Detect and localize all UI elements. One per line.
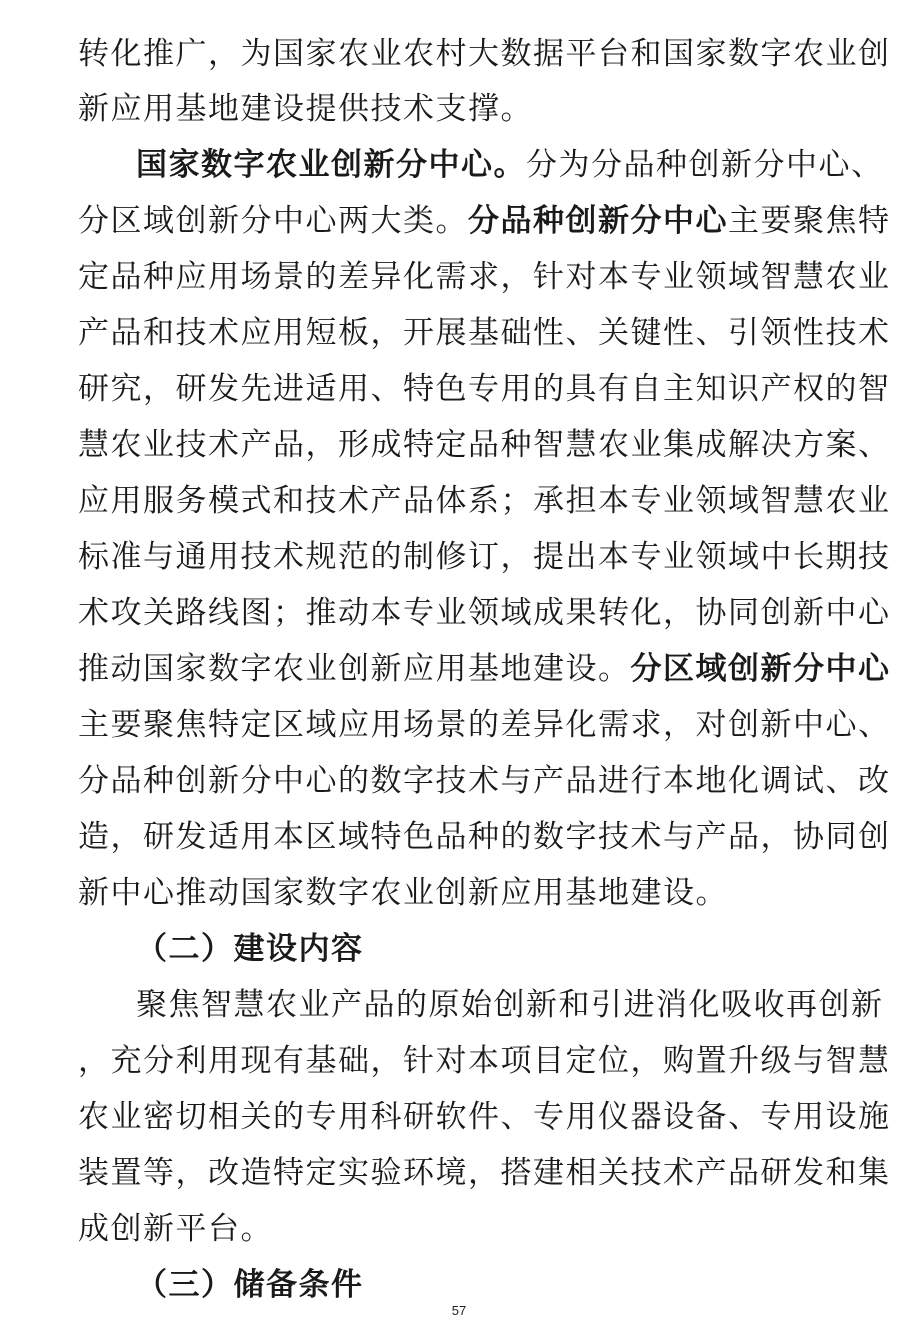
text-line bbox=[0, 807, 918, 867]
text: 术攻关路线图；推动本专业领域成果转化，协同创新中心 bbox=[78, 595, 891, 631]
text: 主要聚焦特 bbox=[728, 203, 891, 239]
text: 主要聚焦特定区域应用场景的差异化需求，对创新中心、 bbox=[78, 707, 891, 743]
text-line bbox=[0, 639, 918, 699]
section-heading bbox=[0, 919, 918, 979]
text-line bbox=[0, 471, 918, 531]
text: 装置等，改造特定实验环境，搭建相关技术产品研发和集 bbox=[78, 1155, 891, 1191]
text: 推动国家数字农业创新应用基地建设。 bbox=[78, 651, 631, 687]
sub-center-heading: 国家数字农业创新分中心。 bbox=[136, 147, 526, 183]
text-line bbox=[0, 135, 918, 195]
text-line bbox=[0, 1031, 918, 1091]
text: 研究，研发先进适用、特色专用的具有自主知识产权的智 bbox=[78, 371, 891, 407]
text-line bbox=[0, 1199, 918, 1259]
text-line bbox=[0, 191, 918, 251]
text-line bbox=[0, 1143, 918, 1203]
text-line bbox=[0, 527, 918, 587]
text-line bbox=[0, 1087, 918, 1147]
section-3-heading: （三）储备条件 bbox=[136, 1267, 364, 1303]
text: 新中心推动国家数字农业创新应用基地建设。 bbox=[78, 875, 728, 911]
section-2-heading: （二）建设内容 bbox=[136, 931, 364, 967]
text-line bbox=[0, 863, 918, 923]
variety-sub-center-heading: 分品种创新分中心 bbox=[468, 203, 728, 239]
text: 造，研发适用本区域特色品种的数字技术与产品，协同创 bbox=[78, 819, 891, 855]
text-line bbox=[0, 975, 918, 1035]
text: 慧农业技术产品，形成特定品种智慧农业集成解决方案、 bbox=[78, 427, 891, 463]
text-line bbox=[0, 751, 918, 811]
text: 定品种应用场景的差异化需求，针对本专业领域智慧农业 bbox=[78, 259, 891, 295]
text-line bbox=[0, 359, 918, 419]
text: 产品和技术应用短板，开展基础性、关键性、引领性技术 bbox=[78, 315, 891, 351]
text-line bbox=[0, 247, 918, 307]
page-number: 57 bbox=[451, 1303, 467, 1318]
text-line bbox=[0, 79, 918, 139]
text-line bbox=[0, 303, 918, 363]
text: 分区域创新分中心两大类。 bbox=[78, 203, 468, 239]
text: 农业密切相关的专用科研软件、专用仪器设备、专用设施 bbox=[78, 1099, 891, 1135]
text: 分为分品种创新分中心、 bbox=[526, 147, 884, 183]
text: 应用服务模式和技术产品体系；承担本专业领域智慧农业 bbox=[78, 483, 891, 519]
text: 聚焦智慧农业产品的原始创新和引进消化吸收再创新 bbox=[136, 987, 884, 1023]
text-line bbox=[0, 415, 918, 475]
text: 转化推广，为国家农业农村大数据平台和国家数字农业创 bbox=[78, 36, 891, 72]
text: 成创新平台。 bbox=[78, 1211, 273, 1247]
text: ，充分利用现有基础，针对本项目定位，购置升级与智慧 bbox=[78, 1043, 891, 1079]
text: 新应用基地建设提供技术支撑。 bbox=[78, 91, 533, 127]
text-line bbox=[0, 695, 918, 755]
region-sub-center-heading: 分区域创新分中心 bbox=[630, 651, 891, 687]
text: 标准与通用技术规范的制修订，提出本专业领域中长期技 bbox=[78, 539, 891, 575]
text: 分品种创新分中心的数字技术与产品进行本地化调试、改 bbox=[78, 763, 891, 799]
text-line bbox=[0, 583, 918, 643]
text-line bbox=[0, 24, 918, 84]
